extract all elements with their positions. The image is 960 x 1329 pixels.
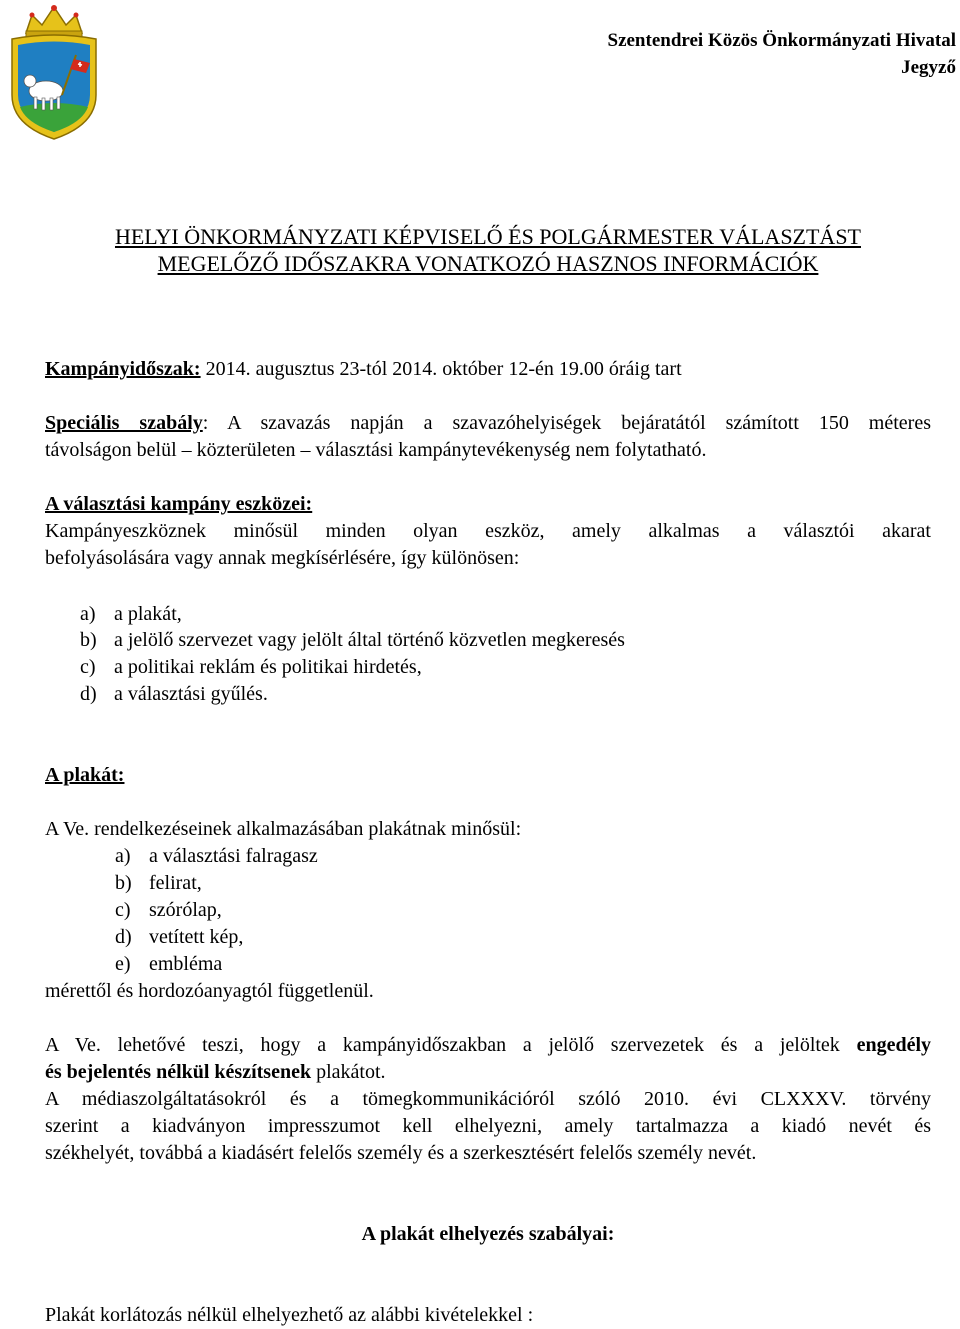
list-item-label: c) <box>80 656 96 678</box>
campaign-period-text: 2014. augusztus 23-tól 2014. október 12-én 19.00 óráig tart <box>200 358 682 380</box>
poster-paragraph-2-line-1 <box>45 1032 931 1059</box>
list-item-text: a választási gyűlés. <box>114 683 268 705</box>
poster-heading: A plakát: <box>45 764 125 786</box>
tools-text-1: Kampányeszköznek minősül minden olyan eszköz, amely alkalmas a választói akarat <box>45 520 931 542</box>
list-item-text: vetített kép, <box>149 926 244 948</box>
list-item-label: b) <box>115 872 132 894</box>
list-item-label: a) <box>80 603 96 625</box>
list-item <box>80 601 182 628</box>
poster-paragraph-3-line-1 <box>45 1086 931 1113</box>
special-rule-line-1 <box>45 410 931 437</box>
poster-intro: A Ve. rendelkezéseinek alkalmazásában plakátnak minősül: <box>45 818 522 840</box>
coat-of-arms-logo <box>6 3 102 141</box>
list-item <box>115 924 243 951</box>
list-item-text: a választási falragasz <box>149 845 318 867</box>
special-rule-line-2: távolságon belül – közterületen – választási kampánytevékenység nem folytatható. <box>45 439 707 461</box>
page-title <box>0 223 960 277</box>
poster-p2-text: A Ve. lehetővé teszi, hogy a kampányidőszakban a jelölő szervezetek és a jelöltek <box>45 1034 857 1056</box>
list-item <box>115 897 222 924</box>
poster-paragraph-3-line-3: székhelyét, továbbá a kiadásért felelős személy és a szerkesztésért felelős személy nevét. <box>45 1142 757 1164</box>
poster-p3-text-1: A médiaszolgáltatásokról és a tömegkommunikációról szóló 2010. évi CLXXXV. törvény <box>45 1088 931 1110</box>
title-line-2: MEGELŐZŐ IDŐSZAKRA VONATKOZÓ HASZNOS INFORMÁCIÓK <box>157 251 819 276</box>
list-item-label: d) <box>80 683 97 705</box>
office-role: Jegyző <box>901 57 956 78</box>
list-item-label: a) <box>115 845 131 867</box>
list-item <box>115 870 202 897</box>
list-item <box>80 654 422 681</box>
poster-paragraph-3-line-2 <box>45 1113 931 1140</box>
rules-intro: Plakát korlátozás nélkül elhelyezhető az alábbi kivételekkel : <box>45 1304 534 1326</box>
tools-text-line-2: befolyásolására vagy annak megkísérlésére, így különösen: <box>45 547 520 569</box>
poster-outro: mérettől és hordozóanyagtól függetlenül. <box>45 980 374 1002</box>
title-line-1: HELYI ÖNKORMÁNYZATI KÉPVISELŐ ÉS POLGÁRMESTER VÁLASZTÁST <box>114 224 861 249</box>
list-item-text: a politikai reklám és politikai hirdetés, <box>114 656 422 678</box>
poster-p2-text-2: plakátot. <box>311 1061 386 1083</box>
list-item <box>115 843 318 870</box>
office-name: Szentendrei Közös Önkormányzati Hivatal <box>607 30 956 51</box>
list-item-label: c) <box>115 899 131 921</box>
poster-p3-text-2: szerint a kiadványon impresszumot kell elhelyezni, amely tartalmazza a kiadó nevét és <box>45 1115 931 1137</box>
list-item-text: szórólap, <box>149 899 222 921</box>
tools-text-line-1 <box>45 518 931 545</box>
office-header <box>608 27 957 81</box>
campaign-period-label: Kampányidőszak: <box>45 358 201 380</box>
list-item <box>80 627 625 654</box>
list-item-text: felirat, <box>149 872 202 894</box>
poster-p2-bold-2: és bejelentés nélkül készítsenek <box>45 1061 312 1083</box>
list-item-text: a jelölő szervezet vagy jelölt által történő közvetlen megkeresés <box>114 629 625 651</box>
rules-heading: A plakát elhelyezés szabályai: <box>361 1223 615 1245</box>
list-item-label: e) <box>115 953 131 975</box>
list-item-text: a plakát, <box>114 603 182 625</box>
list-item <box>115 951 222 978</box>
list-item-label: b) <box>80 629 97 651</box>
campaign-period <box>45 356 931 383</box>
list-item-label: d) <box>115 926 132 948</box>
poster-p2-bold: engedély <box>856 1034 931 1056</box>
list-item <box>80 681 268 708</box>
special-rule-text-1: : A szavazás napján a szavazóhelyiségek bejáratától számított 150 méteres <box>202 412 931 434</box>
list-item-text: embléma <box>149 953 223 975</box>
tools-heading: A választási kampány eszközei: <box>45 493 313 515</box>
poster-paragraph-2-line-2 <box>45 1059 931 1086</box>
special-rule-label: Speciális szabály <box>45 412 203 434</box>
